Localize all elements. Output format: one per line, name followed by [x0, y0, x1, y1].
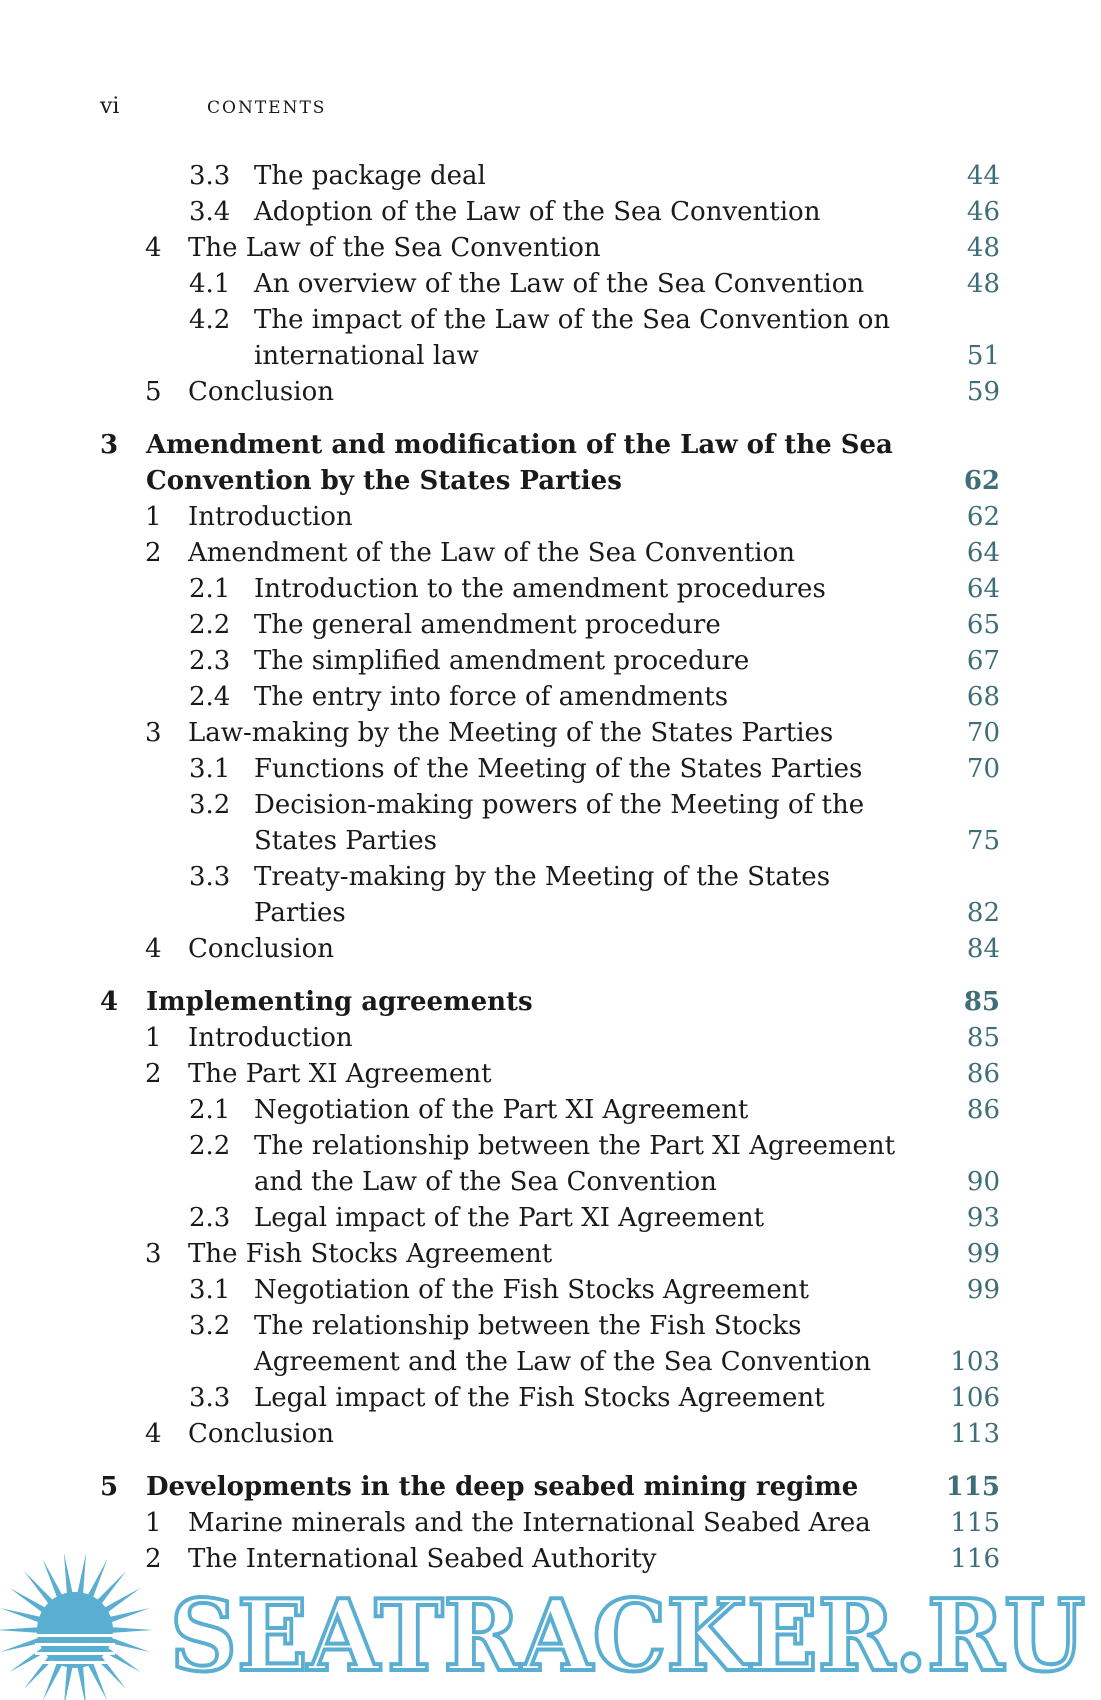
- toc-subsection: [100, 1092, 1000, 1128]
- toc-number: 4: [100, 987, 119, 1017]
- sun-ray: [107, 1608, 150, 1623]
- toc-title: Negotiation of the Part XI Agreement: [254, 1095, 749, 1125]
- toc-page-number: 68: [966, 682, 1000, 712]
- sun-stripe: [35, 1643, 115, 1646]
- toc-number: 4: [145, 233, 162, 263]
- toc-number: 2.1: [189, 1095, 231, 1125]
- toc-page-number: 93: [966, 1203, 1000, 1233]
- toc-page-number: 99: [966, 1239, 1000, 1269]
- toc-page-number: 67: [966, 646, 1000, 676]
- toc-number: 3.1: [189, 754, 231, 784]
- toc-number: 2.3: [189, 646, 231, 676]
- toc-title: Negotiation of the Fish Stocks Agreement: [254, 1275, 809, 1305]
- toc-subsection: [100, 1308, 1000, 1380]
- toc-section: [100, 535, 1000, 571]
- toc-page-number: 86: [966, 1059, 1000, 1089]
- toc-title: Legal impact of the Part XI Agreement: [254, 1203, 765, 1233]
- toc-section: [100, 931, 1000, 967]
- toc-title: Decision-making powers of the Meeting of the States Parties: [254, 790, 865, 856]
- toc-number: 3.2: [189, 1311, 231, 1341]
- toc-number: 4.2: [189, 305, 231, 335]
- toc-page-number: 115: [950, 1508, 1000, 1538]
- running-head: [100, 94, 326, 119]
- toc-subsection: [100, 571, 1000, 607]
- toc-subsection: [100, 266, 1000, 302]
- toc-number: 1: [145, 502, 162, 532]
- toc-chapter: [100, 984, 1000, 1020]
- toc-number: 4: [145, 934, 162, 964]
- toc-subsection: [100, 1272, 1000, 1308]
- toc-number: 3.3: [189, 862, 231, 892]
- running-title: CONTENTS: [207, 98, 327, 118]
- toc-title: The impact of the Law of the Sea Convention on international law: [254, 305, 891, 371]
- toc-section: [100, 230, 1000, 266]
- toc-number: 5: [100, 1472, 119, 1502]
- toc-number: 2: [145, 1544, 162, 1574]
- toc-page-number: 62: [963, 466, 1000, 496]
- toc-title: Introduction to the amendment procedures: [254, 574, 826, 604]
- toc-page-number: 106: [950, 1383, 1000, 1413]
- toc-page-number: 51: [966, 341, 1000, 371]
- toc-page-number: 44: [966, 161, 1000, 191]
- toc-number: 2: [145, 538, 162, 568]
- toc-page-number: 75: [966, 826, 1000, 856]
- toc-page-number: 48: [966, 233, 1000, 263]
- toc-page-number: 85: [966, 1023, 1000, 1053]
- toc-section: [100, 374, 1000, 410]
- toc-page-number: 84: [966, 934, 1000, 964]
- toc-page-number: 46: [966, 197, 1000, 227]
- toc-title: The relationship between the Part XI Agreement and the Law of the Sea Convention: [254, 1131, 896, 1197]
- toc-section: [100, 499, 1000, 535]
- toc-title: Conclusion: [188, 934, 334, 964]
- sun-ray: [0, 1627, 41, 1633]
- toc-title: The relationship between the Fish Stocks Agreement and the Law of the Sea Convention: [254, 1311, 872, 1377]
- toc-number: 2.3: [189, 1203, 231, 1233]
- toc-page-number: 113: [950, 1419, 1000, 1449]
- table-of-contents: [100, 158, 1000, 1577]
- toc-title: The International Seabed Authority: [188, 1544, 657, 1574]
- toc-number: 3.1: [189, 1275, 231, 1305]
- toc-subsection: [100, 859, 1000, 931]
- toc-page-number: 82: [966, 898, 1000, 928]
- toc-page-number: 99: [966, 1275, 1000, 1305]
- toc-number: 2.2: [189, 1131, 231, 1161]
- toc-number: 3: [145, 1239, 162, 1269]
- toc-subsection: [100, 158, 1000, 194]
- toc-page-number: 115: [945, 1472, 1000, 1502]
- toc-page-number: 64: [966, 574, 1000, 604]
- toc-title: The Part XI Agreement: [188, 1059, 492, 1089]
- sun-stripe: [35, 1652, 115, 1655]
- toc-page-number: 65: [966, 610, 1000, 640]
- toc-subsection: [100, 751, 1000, 787]
- toc-section: [100, 1056, 1000, 1092]
- toc-page-number: 103: [950, 1347, 1000, 1377]
- toc-number: 3.3: [189, 1383, 231, 1413]
- toc-title: Developments in the deep seabed mining regime: [146, 1472, 859, 1502]
- toc-page-number: 62: [966, 502, 1000, 532]
- toc-section: [100, 715, 1000, 751]
- toc-subsection: [100, 1200, 1000, 1236]
- toc-section: [100, 1236, 1000, 1272]
- toc-title: Adoption of the Law of the Sea Convention: [254, 197, 821, 227]
- toc-title: The package deal: [254, 161, 486, 191]
- toc-title: Marine minerals and the International Seabed Area: [188, 1508, 871, 1538]
- toc-title: Introduction: [188, 1023, 353, 1053]
- toc-title: The Law of the Sea Convention: [188, 233, 601, 263]
- toc-subsection: [100, 787, 1000, 859]
- toc-number: 1: [145, 1023, 162, 1053]
- toc-subsection: [100, 607, 1000, 643]
- toc-title: Conclusion: [188, 1419, 334, 1449]
- sun-ray: [77, 1553, 86, 1597]
- toc-title: Implementing agreements: [146, 987, 533, 1017]
- toc-page-number: 86: [966, 1095, 1000, 1125]
- toc-section: [100, 1505, 1000, 1541]
- toc-subsection: [100, 194, 1000, 230]
- toc-number: 4.1: [189, 269, 231, 299]
- toc-page-number: 116: [950, 1544, 1000, 1574]
- sun-ray: [77, 1663, 86, 1700]
- toc-number: 3.2: [189, 790, 231, 820]
- page-folio: vi: [100, 94, 120, 119]
- sun-icon: [0, 1553, 153, 1700]
- toc-page-number: 90: [966, 1167, 1000, 1197]
- toc-title: The simplified amendment procedure: [254, 646, 750, 676]
- toc-number: 4: [145, 1419, 162, 1449]
- toc-page-number: 85: [963, 987, 1000, 1017]
- toc-chapter: [100, 1469, 1000, 1505]
- toc-page-number: 64: [966, 538, 1000, 568]
- toc-title: The entry into force of amendments: [254, 682, 729, 712]
- sun-ray: [64, 1553, 73, 1597]
- toc-title: Introduction: [188, 502, 353, 532]
- toc-number: 5: [145, 377, 162, 407]
- toc-page-number: 70: [966, 718, 1000, 748]
- toc-section: [100, 1416, 1000, 1452]
- toc-chapter: [100, 427, 1000, 499]
- toc-section: [100, 1020, 1000, 1056]
- toc-number: 1: [145, 1508, 162, 1538]
- toc-number: 3: [100, 430, 119, 460]
- toc-number: 2.4: [189, 682, 231, 712]
- toc-title: The Fish Stocks Agreement: [188, 1239, 553, 1269]
- sun-stripe: [35, 1634, 115, 1637]
- toc-title: Amendment and modification of the Law of the Sea Convention by the States Parties: [146, 430, 893, 496]
- toc-subsection: [100, 302, 1000, 374]
- toc-number: 3.4: [189, 197, 231, 227]
- sun-stripe: [35, 1661, 115, 1664]
- toc-number: 3.3: [189, 161, 231, 191]
- toc-title: Treaty-making by the Meeting of the States Parties: [254, 862, 831, 928]
- sun-disc: [37, 1592, 113, 1668]
- toc-title: Law-making by the Meeting of the States Parties: [188, 718, 834, 748]
- toc-title: Legal impact of the Fish Stocks Agreement: [254, 1383, 825, 1413]
- toc-page-number: 48: [966, 269, 1000, 299]
- toc-title: Functions of the Meeting of the States Parties: [254, 754, 863, 784]
- toc-number: 2: [145, 1059, 162, 1089]
- toc-subsection: [100, 1380, 1000, 1416]
- sun-ray: [64, 1663, 73, 1700]
- watermark: [0, 1540, 1101, 1700]
- toc-subsection: [100, 643, 1000, 679]
- toc-page-number: 59: [966, 377, 1000, 407]
- toc-title: The general amendment procedure: [254, 610, 721, 640]
- toc-page-number: 70: [966, 754, 1000, 784]
- toc-title: Amendment of the Law of the Sea Convention: [188, 538, 796, 568]
- toc-subsection: [100, 679, 1000, 715]
- toc-number: 3: [145, 718, 162, 748]
- sun-ray: [0, 1608, 43, 1623]
- toc-number: 2.2: [189, 610, 231, 640]
- toc-title: Conclusion: [188, 377, 334, 407]
- toc-subsection: [100, 1128, 1000, 1200]
- toc-number: 2.1: [189, 574, 231, 604]
- watermark-text: SEATRACKER.RU: [170, 1579, 1085, 1694]
- sun-ray: [109, 1627, 153, 1633]
- toc-title: An overview of the Law of the Sea Convention: [254, 269, 865, 299]
